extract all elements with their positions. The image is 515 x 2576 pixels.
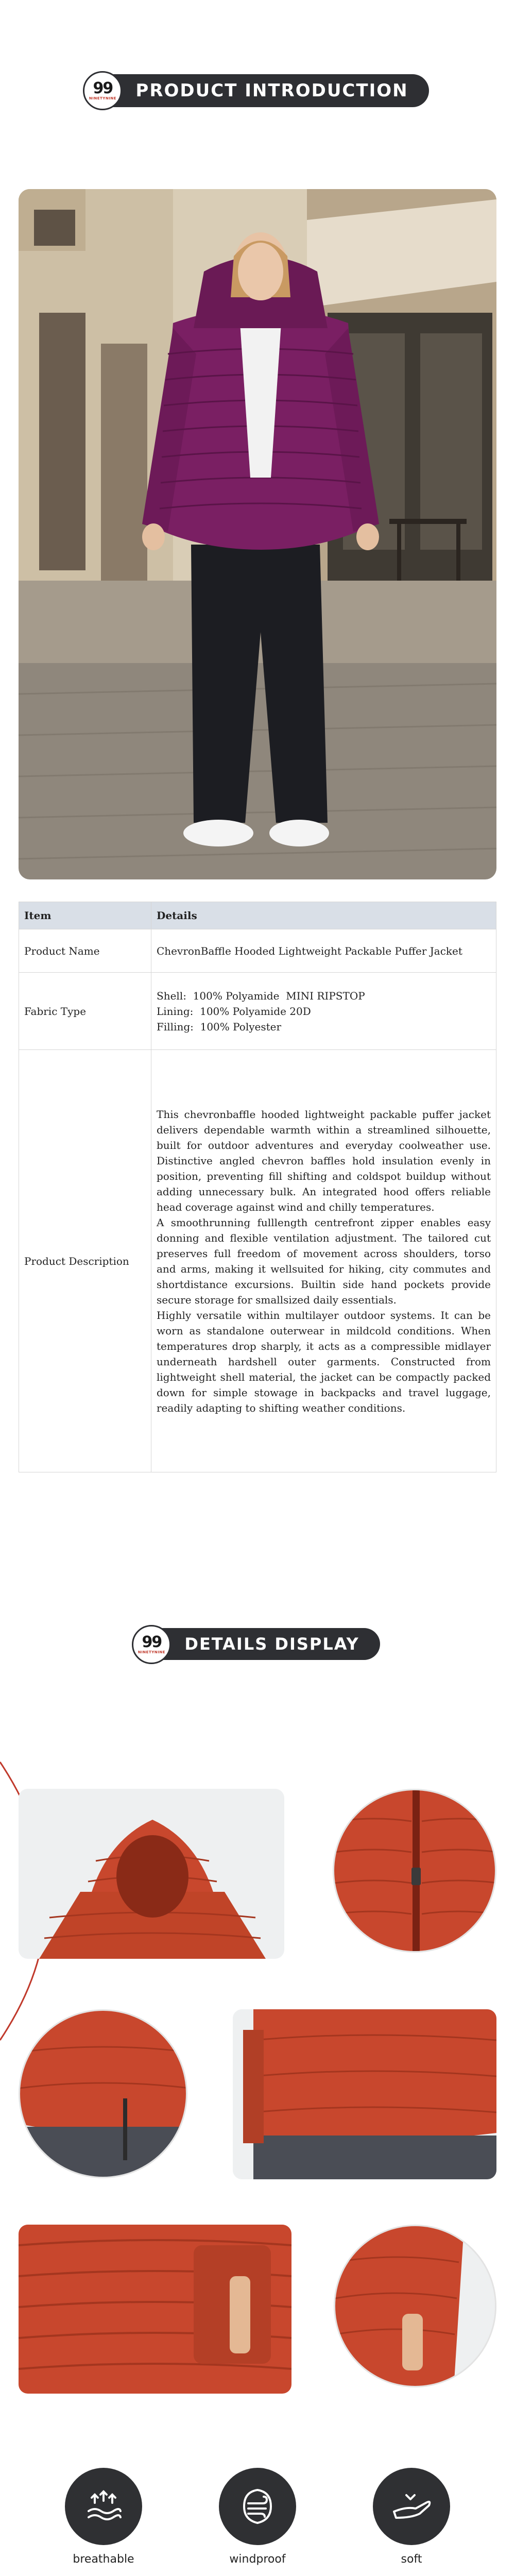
details-title-pill: [135, 1628, 380, 1660]
row-fabric-type: [19, 973, 496, 1050]
feature-windproof: [206, 2468, 309, 2566]
product-name-value: ChevronBaffle Hooded Lightweight Packable Puffer Jacket: [151, 929, 496, 973]
fabric-filling: Filling: 100% Polyester: [157, 1020, 282, 1033]
brand-logo: 99 NINETYNINE: [132, 1625, 171, 1664]
fabric-type-value: [151, 973, 496, 1050]
description-value: [151, 1050, 496, 1472]
hood-illustration: [19, 1789, 284, 1959]
spec-table: [19, 902, 496, 1472]
header-details: Details: [151, 902, 496, 929]
detail-pocket-closeup: [334, 2225, 496, 2387]
windproof-icon: [219, 2468, 296, 2545]
intro-header: [0, 74, 515, 107]
zipper-illustration: [334, 1790, 496, 1953]
sleeve-illustration: [19, 2225, 291, 2394]
details-title: DETAILS DISPLAY: [184, 1634, 359, 1654]
description-label: Product Description: [19, 1050, 151, 1472]
feature-label: soft: [401, 2553, 422, 2566]
description-paragraph: This chevronbaffle hooded lightweight packable puffer jacket delivers dependable warmth within a streamlined silhouette, built for outdoor adventures and everyday coolweather use. Distinctive angled chevron baffles hold insulation evenly in position, preventing fill shifting and coldspot buildup without adding unnecessary bulk. An integrated hood offers reliable head coverage against wind and chilly temperatures.: [157, 1108, 491, 1213]
detail-zipper-closeup: [333, 1789, 496, 1953]
feature-label: windproof: [229, 2553, 286, 2566]
brand-logo: 99 NINETYNINE: [83, 71, 122, 110]
feature-breathable: [52, 2468, 155, 2566]
feature-label: breathable: [73, 2553, 134, 2566]
detail-hem-zipper: [19, 2009, 187, 2178]
hero-photo: [19, 189, 496, 879]
fabric-shell: Shell: 100% Polyamide MINI RIPSTOP: [157, 989, 365, 1002]
pocket-illustration: [233, 2009, 496, 2179]
header-item: Item: [19, 902, 151, 929]
fabric-lining: Lining: 100% Polyamide 20D: [157, 1005, 311, 1018]
detail-quilted-sleeve: [19, 2225, 291, 2394]
hero-illustration: [19, 189, 496, 879]
row-description: [19, 1050, 496, 1472]
details-header: [0, 1628, 515, 1660]
detail-hood-and-collar: [19, 1789, 284, 1959]
hem-illustration: [20, 2011, 187, 2178]
intro-title-pill: [86, 74, 428, 107]
row-product-name: [19, 929, 496, 973]
spec-table-header: [19, 902, 496, 929]
fabric-type-label: Fabric Type: [19, 973, 151, 1050]
breathable-icon: [65, 2468, 142, 2545]
intro-title: PRODUCT INTRODUCTION: [135, 80, 408, 101]
detail-side-pocket: [233, 2009, 496, 2179]
product-name-label: Product Name: [19, 929, 151, 973]
soft-icon: [373, 2468, 450, 2545]
pocket-closeup-illustration: [335, 2226, 496, 2387]
feature-soft: [360, 2468, 463, 2566]
description-paragraph: A smoothrunning fulllength centrefront zipper enables easy donning and flexible ventilation adjustment. The tailored cut preserves full freedom of movement across shoulders, torso and arms, making it wellsuited for hiking, city commutes and shortdistance excursions. Builtin side hand pockets provide secure storage for smallsized daily essentials.: [157, 1216, 491, 1306]
description-paragraph: Highly versatile within multilayer outdoor systems. It can be worn as standalone outerwear in mildcold conditions. When temperatures drop sharply, it acts as a compressible midlayer underneath hardshell outer garments. Constructed from lightweight shell material, the jacket can be compactly packed down for simple stowage in backpacks and travel luggage, readily adapting to shifting weather conditions.: [157, 1309, 491, 1414]
